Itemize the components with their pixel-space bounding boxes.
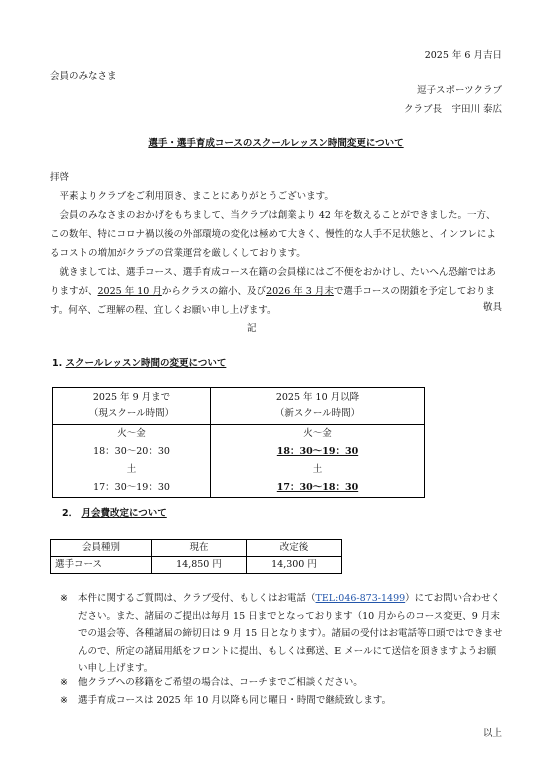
document-title: 選手・選手育成コースのスクールレッスン時間変更について — [148, 138, 404, 149]
lesson-time-table — [52, 387, 425, 498]
new-time-cell — [211, 425, 425, 498]
note-1-text — [78, 590, 504, 678]
greeting: 拝啓 — [50, 172, 70, 183]
current-weekday-time: 18：30～20：30 — [93, 446, 170, 457]
new-saturday-time: 17：30～18：30 — [276, 482, 359, 493]
phone-link[interactable]: TEL:046-873-1499 — [315, 593, 406, 604]
new-time-header — [211, 388, 425, 425]
new-weekday-label: 火～金 — [303, 428, 332, 439]
new-saturday-label: 土 — [312, 464, 323, 475]
current-period: 2025 年 9 月まで — [92, 392, 171, 403]
current-saturday-label: 土 — [126, 464, 137, 475]
new-period-sub: （新スクール時間） — [274, 408, 361, 419]
note-2-mark: ※ — [60, 677, 68, 688]
note-3-text: 選手育成コースは 2025 年 10 月以降も同じ曜日・時間で継続致します。 — [78, 695, 392, 706]
paragraph-1: 平素よりクラブをご利用頂き、まことにありがとうございます。 — [59, 191, 334, 202]
new-weekday-time: 18：30～19：30 — [276, 446, 359, 457]
note-3-mark: ※ — [60, 695, 68, 706]
paragraph-3-text-b: からクラスの縮小、及び — [161, 286, 267, 297]
letter-body — [50, 187, 504, 320]
closing-keigu: 敬具 — [482, 302, 502, 313]
section-2-label: 月会費改定について — [81, 508, 167, 519]
section-2-heading — [62, 508, 167, 521]
letter-date: 2025 年 6 月吉日 — [424, 50, 502, 61]
ki-marker: 記 — [247, 323, 257, 334]
fee-current-value: 14,850 円 — [152, 557, 247, 574]
fee-course-name: 選手コース — [51, 557, 152, 574]
note-2-text: 他クラブへの移籍をご希望の場合は、コーチまでご相談ください。 — [78, 677, 363, 688]
note-1-mark: ※ — [60, 593, 68, 604]
paragraph-3-text-a: 就きましては、選手コース、選手育成コース在籍の会員様にはご不便をおかけし、たいへん恐縮ではありますが、 — [50, 267, 496, 297]
fee-header-type: 会員種別 — [51, 540, 152, 557]
current-weekday-label: 火～金 — [117, 428, 146, 439]
section-1-heading — [52, 358, 226, 371]
paragraph-3-text-c: で選手コースの閉鎖を予定しております。何卒、ご理解の程、宜しくお願い申し上げます。 — [50, 286, 495, 316]
section-2-number: 2． — [62, 508, 79, 519]
fee-revised-value: 14,300 円 — [247, 557, 342, 574]
current-time-header — [53, 388, 211, 425]
fee-header-current: 現在 — [152, 540, 247, 557]
addressee: 会員のみなさま — [50, 71, 117, 82]
current-time-cell — [53, 425, 211, 498]
section-1-label: スクールレッスン時間の変更について — [65, 358, 227, 369]
note-1-text-b: ）にてお問い合わせください。また、諸届のご提出は毎月 15 日までとなっております（10 月からのコース変更、9 月末での退会等、各種諸届の締切日は 9 月 15 日となります）。諸届の受付はお電話等口頭ではできませんので、所定の諸届用紙をフロントに提出、もしくは郵送、E メールにて送信を頂きますようお願い申し上げます。 — [78, 593, 503, 674]
membership-fee-table — [50, 539, 342, 574]
note-1-text-a: 本件に関するご質問は、クラブ受付、もしくはお電話（ — [78, 593, 316, 604]
change-start-date: 2025 年 10 月 — [97, 286, 162, 297]
fee-header-revised: 改定後 — [247, 540, 342, 557]
sender-organization: 逗子スポーツクラブ — [416, 85, 502, 96]
section-1-number: 1. — [52, 358, 63, 369]
end-mark: 以上 — [482, 728, 502, 739]
new-period: 2025 年 10 月以降 — [275, 392, 360, 403]
current-saturday-time: 17：30～19：30 — [93, 482, 170, 493]
course-close-date: 2026 年 3 月末 — [266, 286, 334, 297]
current-period-sub: （現スクール時間） — [88, 408, 175, 419]
sender-person: クラブ長 宇田川 泰広 — [403, 104, 502, 115]
paragraph-2: 会員のみなさまのおかげをもちまして、当クラブは創業より 42 年を数えることができました。一方、この数年、特にコロナ禍以後の外部環境の変化は極めて大きく、慢性的な人手不足状態と、インフレによるコストの増加がクラブの営業運営を厳しくしております。 — [50, 210, 496, 259]
